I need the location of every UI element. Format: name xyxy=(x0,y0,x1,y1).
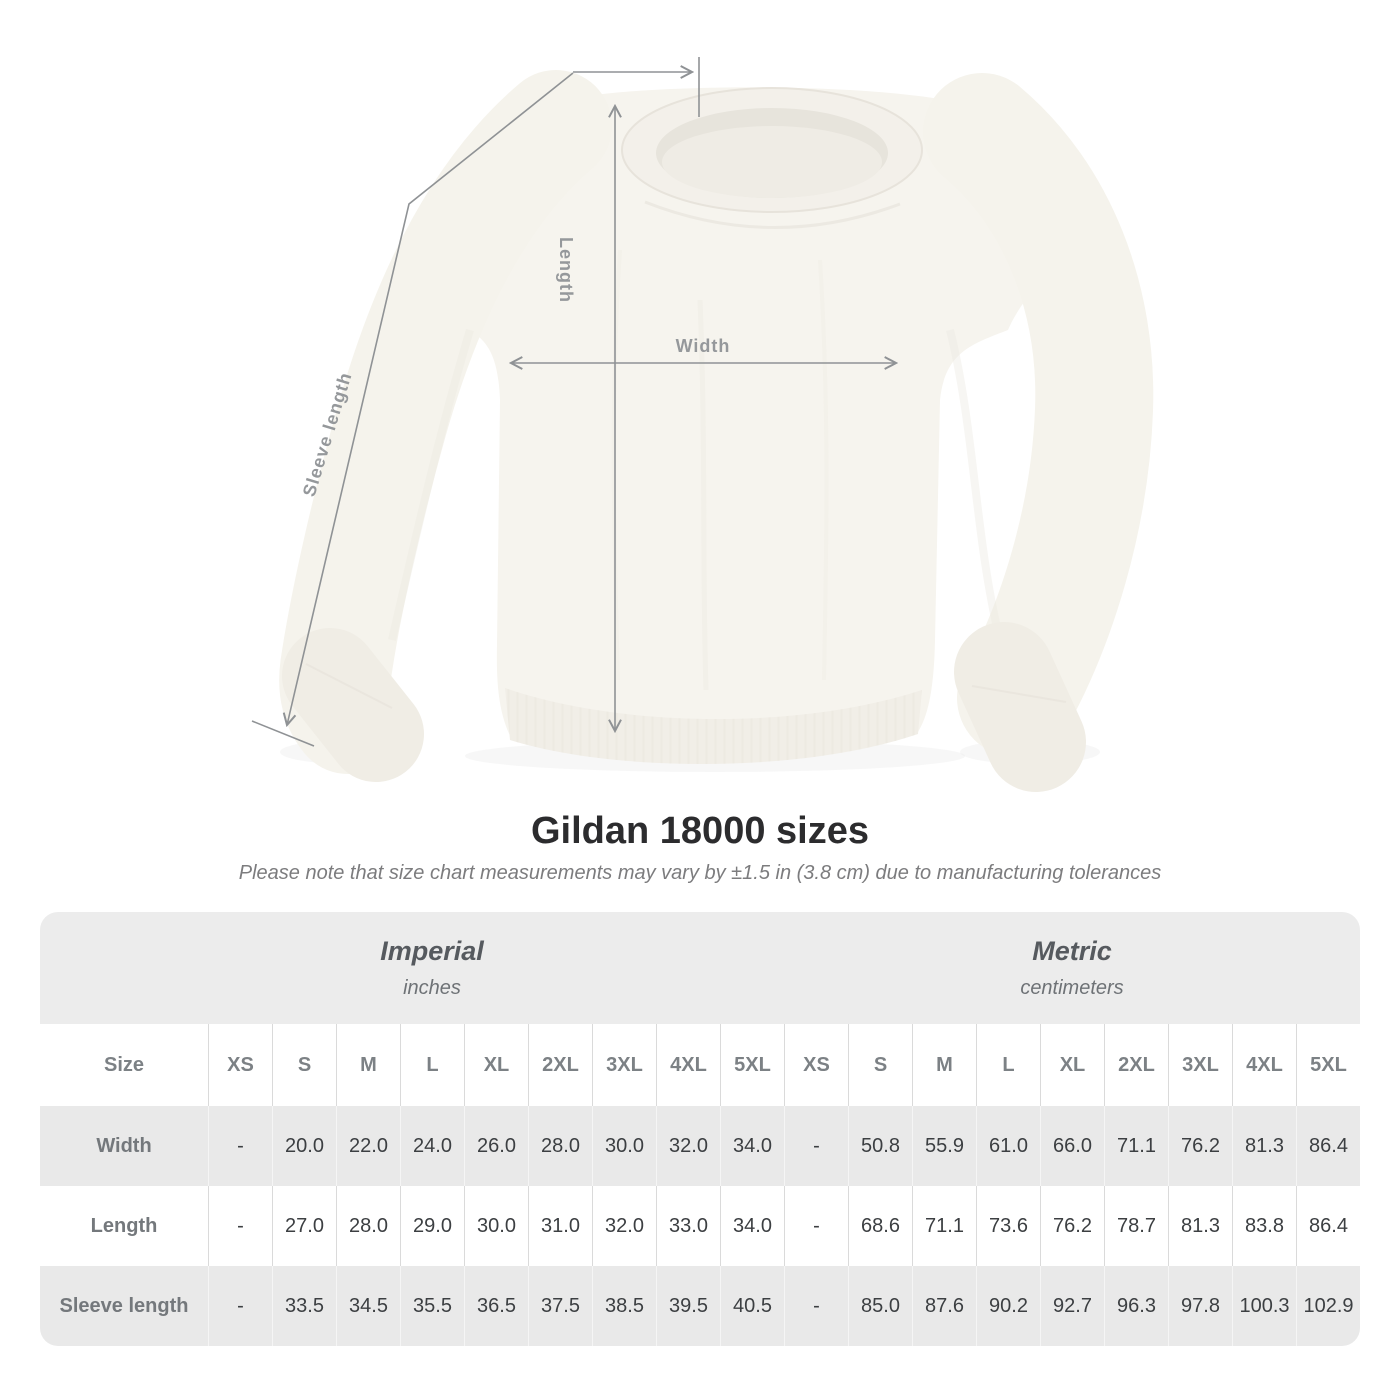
size-header-cell: M xyxy=(912,1024,976,1106)
size-value-cell: 50.8 xyxy=(848,1106,912,1186)
size-value-cell: 32.0 xyxy=(592,1186,656,1266)
size-value-cell: 33.0 xyxy=(656,1186,720,1266)
size-value-cell: 71.1 xyxy=(912,1186,976,1266)
size-header-cell: XL xyxy=(1040,1024,1104,1106)
length-row xyxy=(40,1186,1360,1266)
size-header-cell: S xyxy=(848,1024,912,1106)
size-value-cell: 30.0 xyxy=(592,1106,656,1186)
size-value-cell: 33.5 xyxy=(272,1266,336,1346)
size-value-cell: 39.5 xyxy=(656,1266,720,1346)
size-header-cell: XS xyxy=(208,1024,272,1106)
size-value-cell: 28.0 xyxy=(528,1106,592,1186)
size-value-cell: 35.5 xyxy=(400,1266,464,1346)
size-value-cell: 102.9 xyxy=(1296,1266,1360,1346)
size-value-cell: 30.0 xyxy=(464,1186,528,1266)
size-value-cell: 66.0 xyxy=(1040,1106,1104,1186)
size-value-cell: 86.4 xyxy=(1296,1106,1360,1186)
size-header-cell: M xyxy=(336,1024,400,1106)
size-value-cell: 68.6 xyxy=(848,1186,912,1266)
size-header-cell: 2XL xyxy=(528,1024,592,1106)
sleeve-length-label: Sleeve length xyxy=(298,369,356,499)
imperial-subtitle: inches xyxy=(403,977,461,999)
size-value-cell: 40.5 xyxy=(720,1266,784,1346)
row-label: Sleeve length xyxy=(59,1294,189,1317)
size-value-cell: 28.0 xyxy=(336,1186,400,1266)
size-value-cell: 86.4 xyxy=(1296,1186,1360,1266)
size-value-cell: 24.0 xyxy=(400,1106,464,1186)
size-value-cell: 20.0 xyxy=(272,1106,336,1186)
size-value-cell: 34.0 xyxy=(720,1186,784,1266)
sleeve-length-row xyxy=(40,1266,1360,1346)
size-header-cell: S xyxy=(272,1024,336,1106)
size-value-cell: 81.3 xyxy=(1168,1186,1232,1266)
size-value-cell: 96.3 xyxy=(1104,1266,1168,1346)
size-value-cell: 100.3 xyxy=(1232,1266,1296,1346)
length-label: Length xyxy=(556,237,576,303)
size-value-cell: 38.5 xyxy=(592,1266,656,1346)
size-value-cell: 90.2 xyxy=(976,1266,1040,1346)
metric-subtitle: centimeters xyxy=(1020,977,1124,999)
size-value-cell: 92.7 xyxy=(1040,1266,1104,1346)
size-value-cell: 87.6 xyxy=(912,1266,976,1346)
size-value-cell: 27.0 xyxy=(272,1186,336,1266)
size-value-cell: 55.9 xyxy=(912,1106,976,1186)
width-label: Width xyxy=(675,336,731,356)
size-value-cell: 78.7 xyxy=(1104,1186,1168,1266)
size-value-cell: - xyxy=(208,1266,272,1346)
size-value-cell: - xyxy=(208,1186,272,1266)
size-value-cell: 34.0 xyxy=(720,1106,784,1186)
tolerance-note: Please note that size chart measurements may vary by ±1.5 in (3.8 cm) due to manufacturing tolerances xyxy=(238,862,1162,884)
size-value-cell: - xyxy=(784,1106,848,1186)
size-header-cell: 2XL xyxy=(1104,1024,1168,1106)
size-value-cell: 83.8 xyxy=(1232,1186,1296,1266)
size-table xyxy=(40,912,1360,1346)
size-value-cell: 34.5 xyxy=(336,1266,400,1346)
size-value-cell: 73.6 xyxy=(976,1186,1040,1266)
metric-group-header xyxy=(784,912,1360,1024)
size-header-cell: L xyxy=(400,1024,464,1106)
size-header-cell: 3XL xyxy=(1168,1024,1232,1106)
size-value-cell: 61.0 xyxy=(976,1106,1040,1186)
size-header-label: Size xyxy=(103,1053,145,1076)
size-header-cell: 4XL xyxy=(656,1024,720,1106)
size-header-cell: L xyxy=(976,1024,1040,1106)
size-header-cell: 3XL xyxy=(592,1024,656,1106)
size-value-cell: 36.5 xyxy=(464,1266,528,1346)
size-header-cell: 5XL xyxy=(720,1024,784,1106)
size-value-cell: - xyxy=(784,1186,848,1266)
size-value-cell: 76.2 xyxy=(1168,1106,1232,1186)
size-header-cell: XL xyxy=(464,1024,528,1106)
width-row xyxy=(40,1106,1360,1186)
size-header-row xyxy=(40,1024,1360,1106)
row-label: Length xyxy=(90,1214,158,1237)
size-value-cell: 85.0 xyxy=(848,1266,912,1346)
size-header-cell: 4XL xyxy=(1232,1024,1296,1106)
size-value-cell: 37.5 xyxy=(528,1266,592,1346)
imperial-group-header xyxy=(40,912,784,1024)
size-value-cell: 97.8 xyxy=(1168,1266,1232,1346)
size-value-cell: 31.0 xyxy=(528,1186,592,1266)
size-header-cell: 5XL xyxy=(1296,1024,1360,1106)
imperial-title: Imperial xyxy=(380,936,484,966)
page-title: Gildan 18000 sizes xyxy=(531,810,869,852)
size-value-cell: 76.2 xyxy=(1040,1186,1104,1266)
size-value-cell: 26.0 xyxy=(464,1106,528,1186)
size-value-cell: 71.1 xyxy=(1104,1106,1168,1186)
size-value-cell: 29.0 xyxy=(400,1186,464,1266)
size-header-cell: XS xyxy=(784,1024,848,1106)
size-value-cell: - xyxy=(784,1266,848,1346)
size-value-cell: 22.0 xyxy=(336,1106,400,1186)
size-value-cell: 81.3 xyxy=(1232,1106,1296,1186)
row-label: Width xyxy=(96,1134,152,1157)
size-value-cell: - xyxy=(208,1106,272,1186)
unit-group-band xyxy=(40,912,1360,1024)
metric-title: Metric xyxy=(1032,936,1112,966)
size-value-cell: 32.0 xyxy=(656,1106,720,1186)
